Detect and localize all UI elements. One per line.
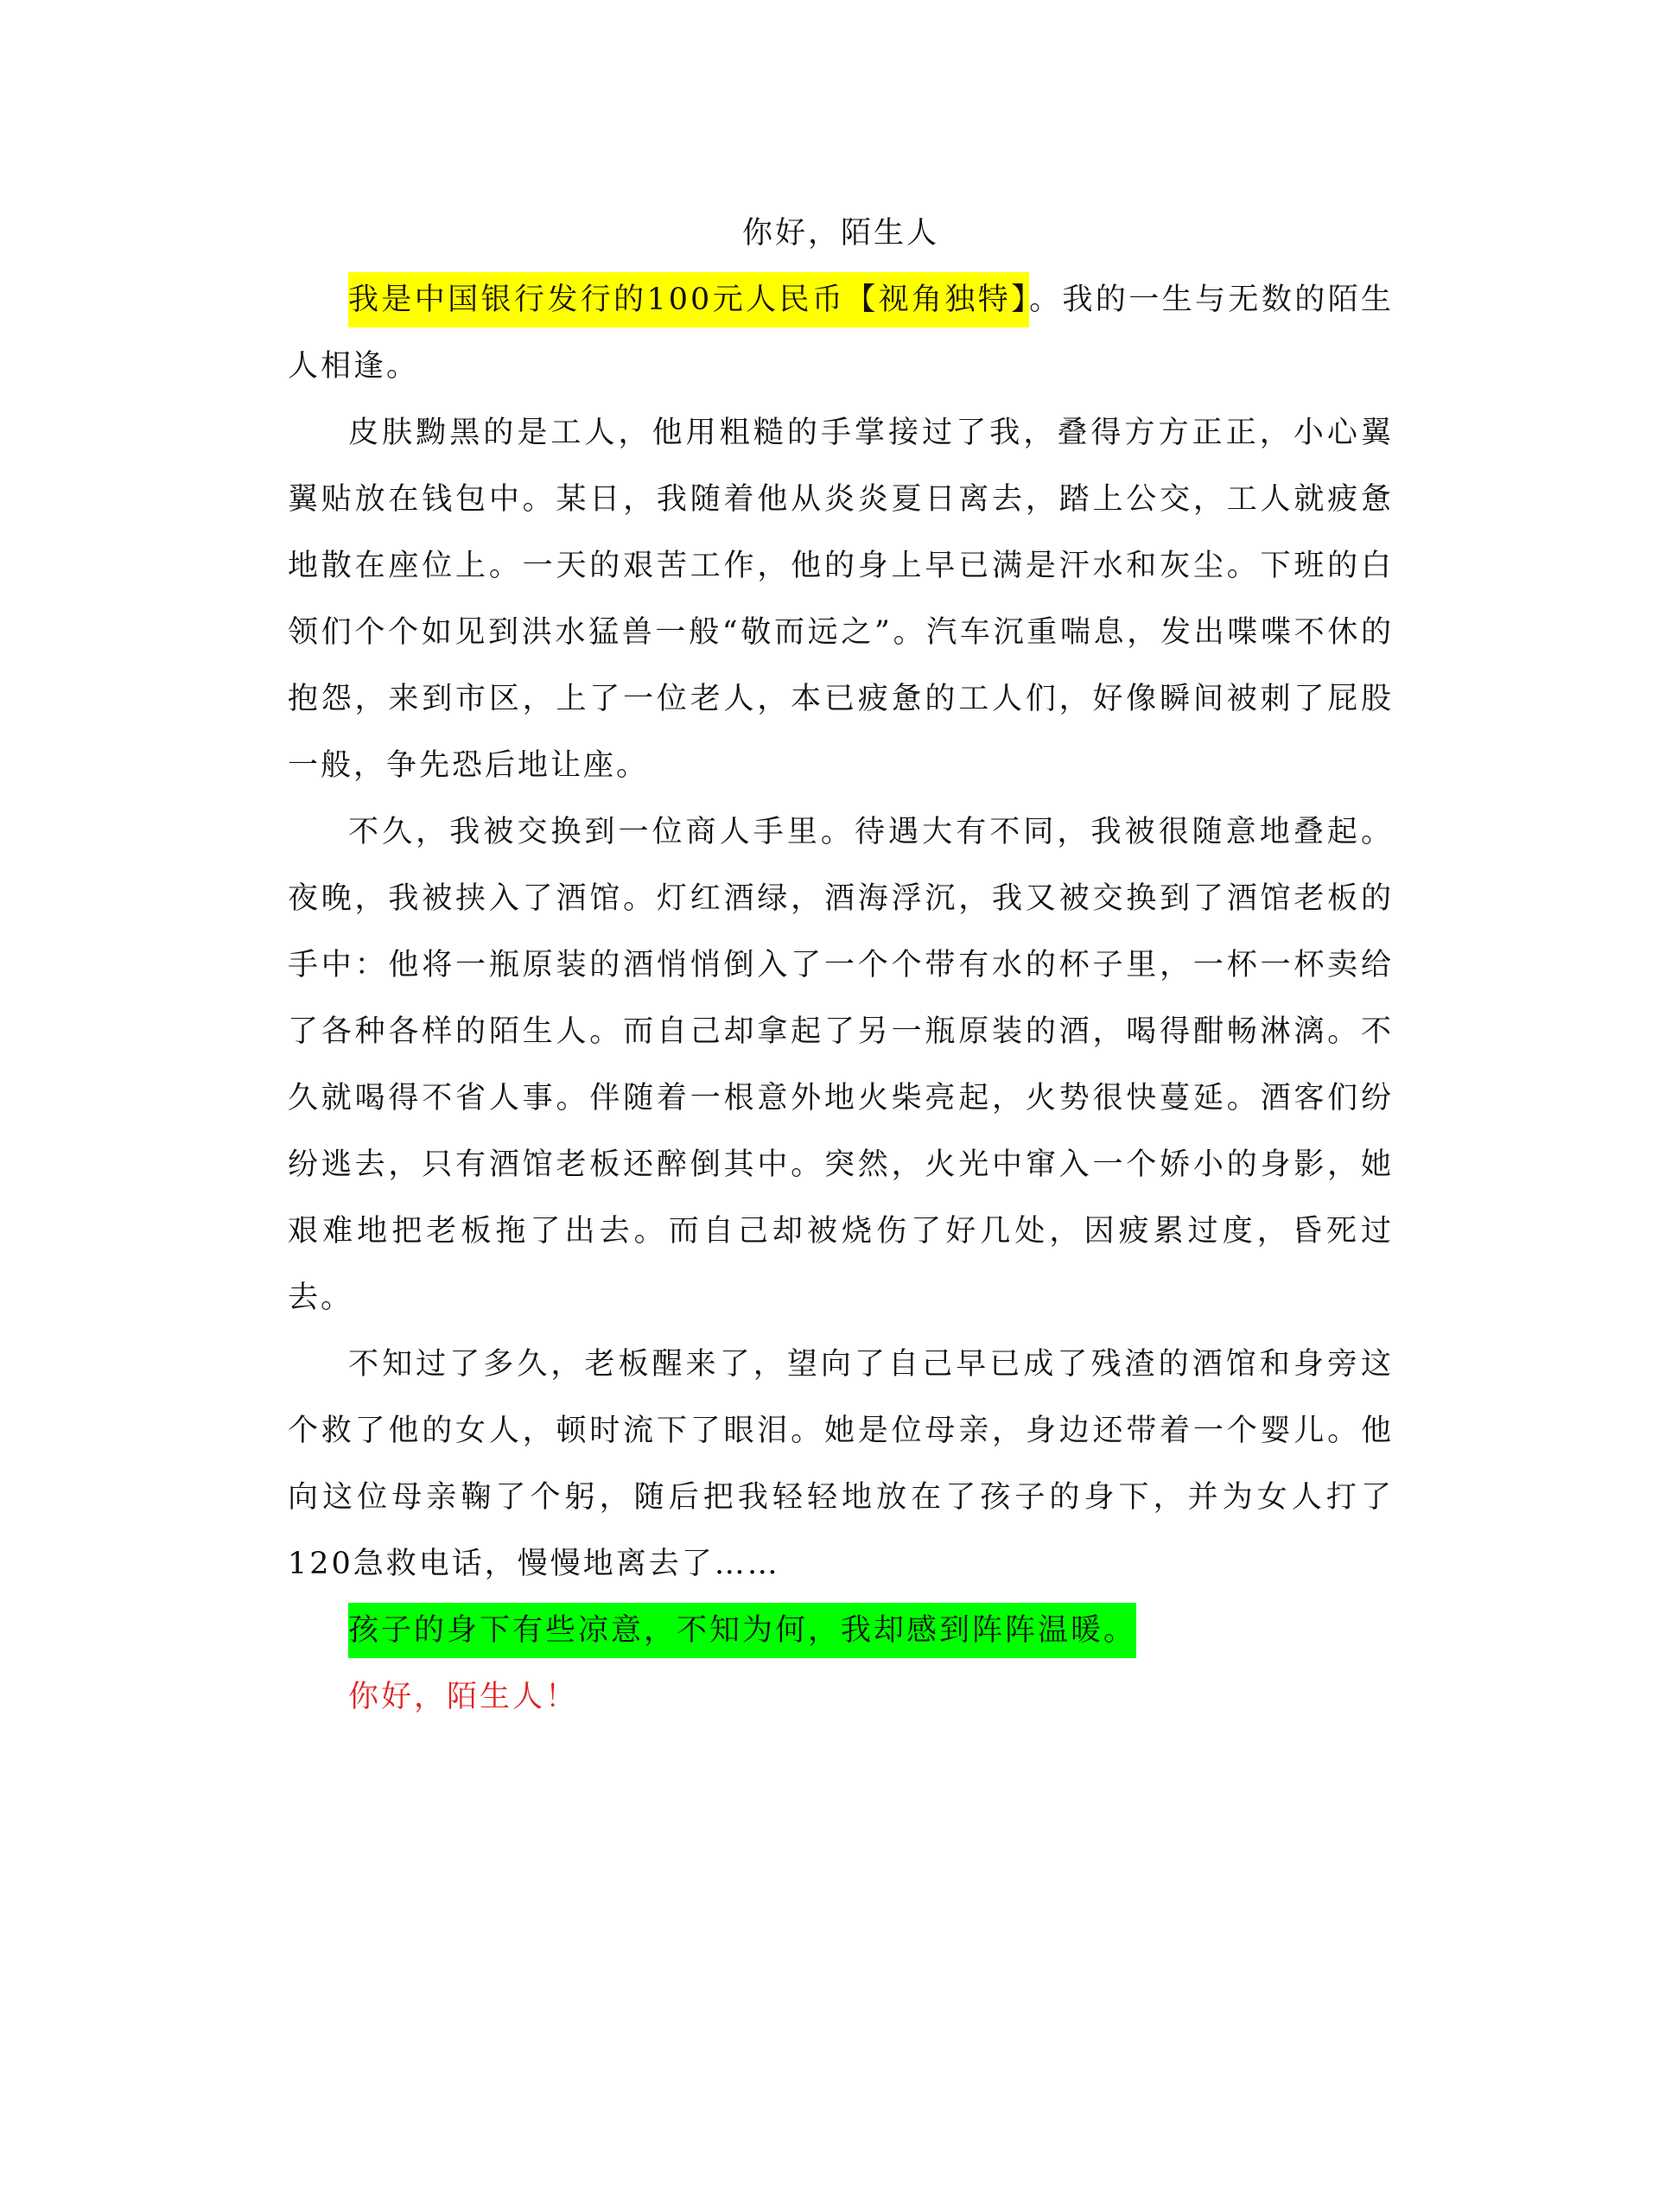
paragraph-mother: 不知过了多久，老板醒来了，望向了自己早已成了残渣的酒馆和身旁这个救了他的女人，顿时流下了眼泪。她是位母亲，身边还带着一个婴儿。他向这位母亲鞠了个躬，随后把我轻轻地放在了孩子的身下，并为女人打了120急救电话，慢慢地离去了……	[288, 1347, 1394, 1581]
closing-greeting: 你好，陌生人！	[348, 1680, 579, 1714]
document-title: 你好，陌生人	[741, 216, 939, 251]
paragraph-intro	[288, 267, 1394, 400]
document-body	[288, 200, 1394, 1731]
paragraph-worker: 皮肤黝黑的是工人，他用粗糙的手掌接过了我，叠得方方正正，小心翼翼贴放在钱包中。某日，我随着他从炎炎夏日离去，踏上公交，工人就疲惫地散在座位上。一天的艰苦工作，他的身上早已满是汗水和灰尘。下班的白领们个个如见到洪水猛兽一般“敬而远之”。汽车沉重喘息，发出喋喋不休的抱怨，来到市区，上了一位老人，本已疲惫的工人们，好像瞬间被刺了屁股一般，争先恐后地让座。	[288, 416, 1394, 783]
intro-rest-text: 。我的一生与无数的陌生人相逢。	[288, 283, 1394, 384]
highlighted-intro-text: 我是中国银行发行的100元人民币【视角独特】	[348, 272, 1029, 327]
paragraph-closing	[288, 1664, 1394, 1731]
highlighted-warmth-text: 孩子的身下有些凉意，不知为何，我却感到阵阵温暖。	[348, 1603, 1136, 1658]
paragraph-warmth	[288, 1598, 1394, 1664]
paragraph-merchant: 不久，我被交换到一位商人手里。待遇大有不同，我被很随意地叠起。夜晚，我被挟入了酒馆。灯红酒绿，酒海浮沉，我又被交换到了酒馆老板的手中：他将一瓶原装的酒悄悄倒入了一个个带有水的杯子里，一杯一杯卖给了各种各样的陌生人。而自己却拿起了另一瓶原装的酒，喝得酣畅淋漓。不久就喝得不省人事。伴随着一根意外地火柴亮起，火势很快蔓延。酒客们纷纷逃去，只有酒馆老板还醉倒其中。突然，火光中窜入一个娇小的身影，她艰难地把老板拖了出去。而自己却被烧伤了好几处，因疲累过度，昏死过去。	[288, 815, 1394, 1315]
